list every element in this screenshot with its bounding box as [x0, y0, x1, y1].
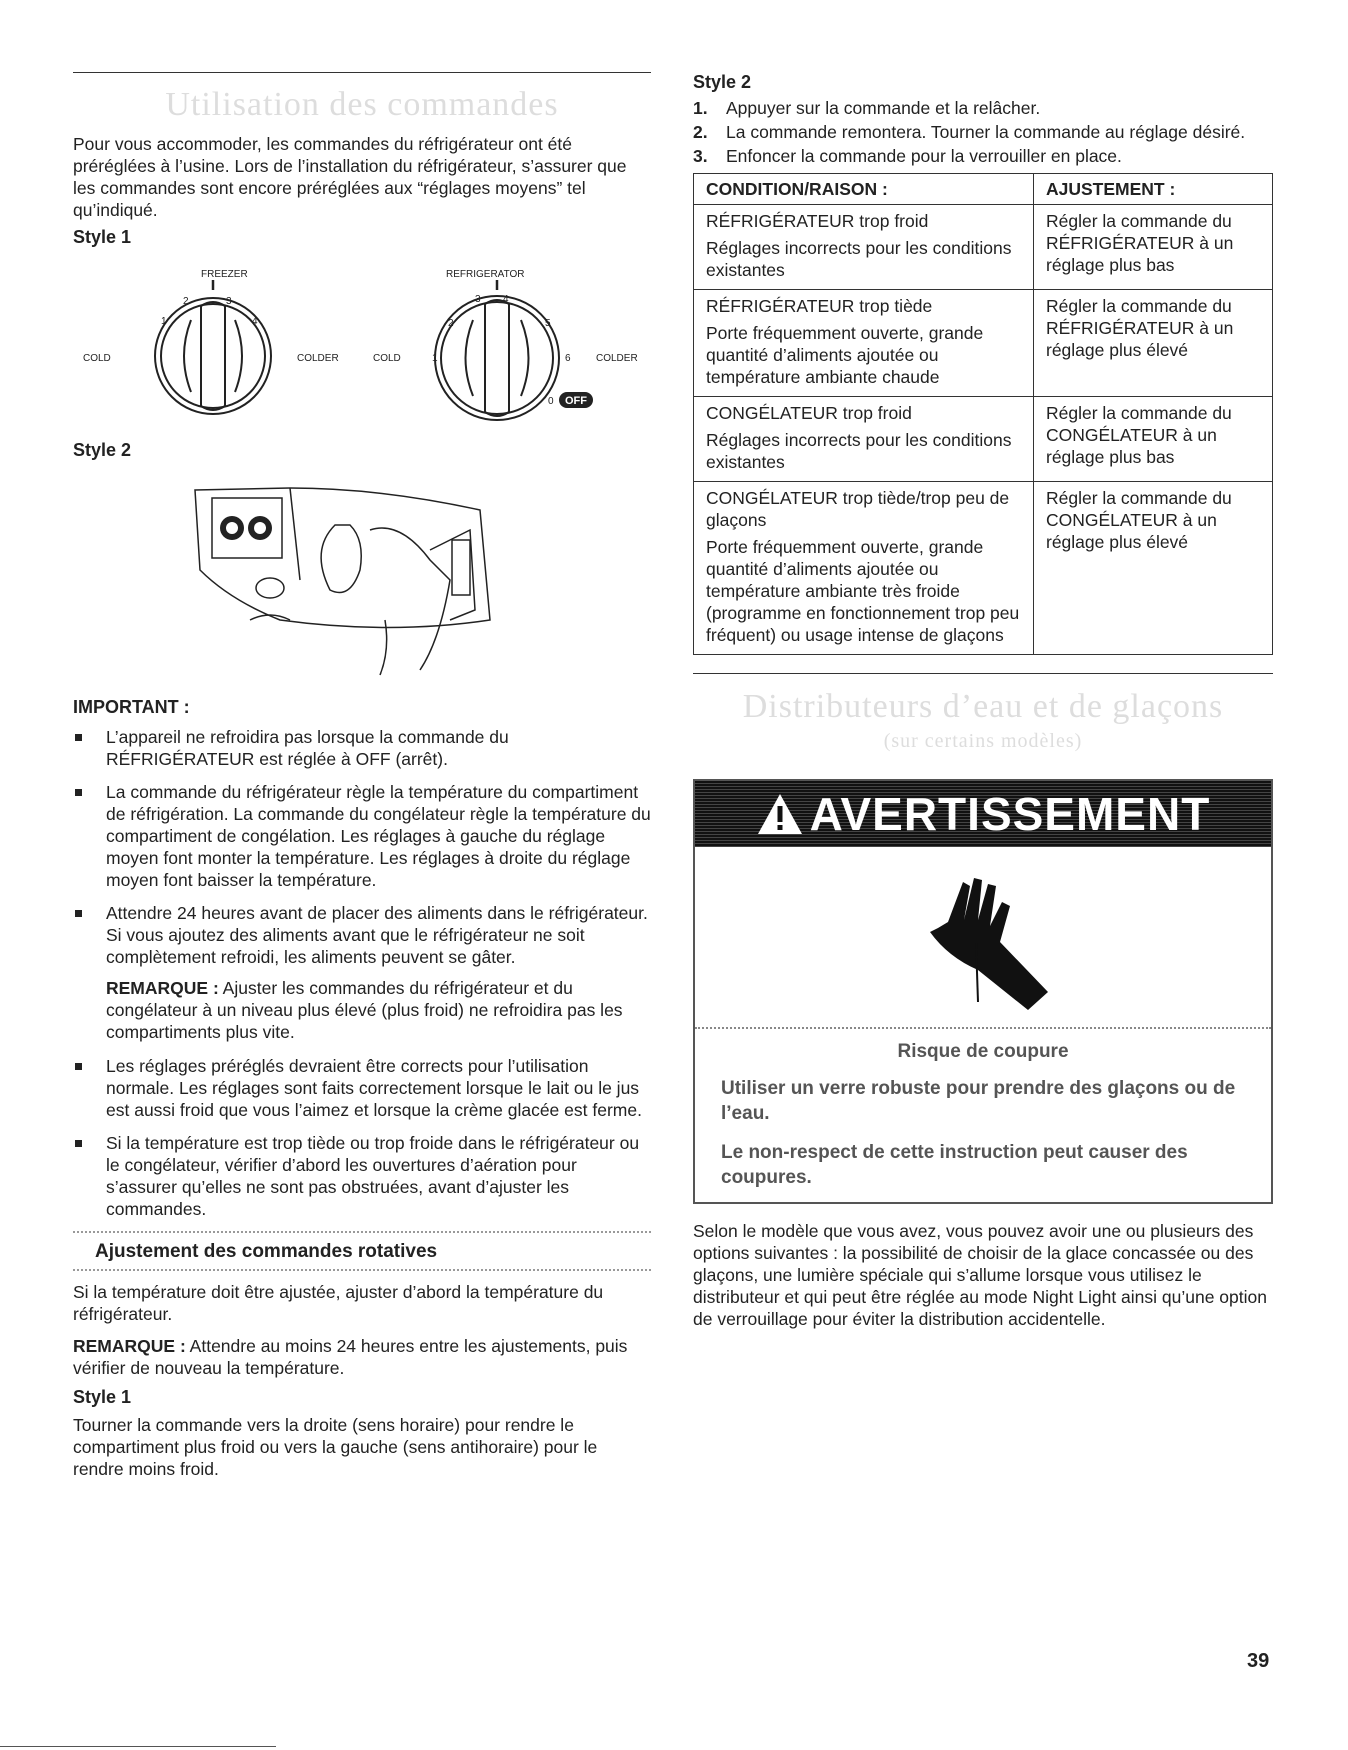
table-row: CONGÉLATEUR trop tiède/trop peu de glaçons Porte fréquemment ouverte, grande quantité d’aliments ajoutée ou température ambiante très froide (programme en fonctionnement trop peu fréquent) ou usage intense de glaçons Régler la commande du CONGÉLATEUR à un réglage plus élevé: [694, 482, 1273, 655]
bullet-item: L’appareil ne refroidira pas lorsque la commande du RÉFRIGÉRATEUR est réglée à OFF (arrêt).: [73, 726, 651, 770]
bullet-item: Attendre 24 heures avant de placer des aliments dans le réfrigérateur. Si vous ajoutez des aliments avant que le réfrigérateur ne soit complètement refroidi, les aliments peuvent se gâter.: [73, 902, 651, 968]
style1-dials-diagram: [73, 262, 653, 422]
steps-list: [693, 97, 1273, 167]
adjust-paragraph: Si la température doit être ajustée, ajuster d’abord la température du réfrigérateur.: [73, 1282, 604, 1324]
refrigerator-label: REFRIGERATOR: [446, 269, 525, 280]
dial-tick-r3: 3: [475, 294, 481, 305]
dial-tick-r1: 1: [432, 353, 438, 364]
bottom-rule-left: [0, 1746, 276, 1747]
dial-tick-4: 4: [252, 316, 258, 327]
table-row: RÉFRIGÉRATEUR trop froid Réglages incorrects pour les conditions existantes Régler la commande du RÉFRIGÉRATEUR à un réglage plus bas: [694, 205, 1273, 290]
style2-heading: Style 2: [73, 440, 132, 460]
important-label: IMPORTANT :: [73, 697, 190, 717]
page-number: 39: [1247, 1650, 1270, 1672]
colder-right-label: COLDER: [596, 353, 638, 364]
step-item: 3. Enfoncer la commande pour la verrouiller en place.: [693, 146, 1122, 166]
warning-header: [695, 781, 1271, 847]
table-row: CONGÉLATEUR trop froid Réglages incorrects pour les conditions existantes Régler la commande du CONGÉLATEUR à un réglage plus bas: [694, 397, 1273, 482]
knob-pair-icon: [220, 516, 272, 540]
table-row: RÉFRIGÉRATEUR trop tiède Porte fréquemment ouverte, grande quantité d’aliments ajoutée ou température ambiante chaude Régler la commande du RÉFRIGÉRATEUR à un réglage plus élevé: [694, 290, 1273, 397]
table-header: AJUSTEMENT :: [1034, 174, 1273, 205]
warning-triangle-icon: [756, 792, 804, 836]
warning-line1: Utiliser un verre robuste pour prendre des glaçons ou de l’eau.: [721, 1078, 1236, 1124]
bullet-item: Les réglages préréglés devraient être corrects pour l’utilisation normale. Les réglages sont faits correctement lorsque le lait ou le jus est aussi froid que vous l’aimez et lorsque la crème glacée est ferme.: [73, 1055, 651, 1121]
section-title-controls: Utilisation des commandes: [165, 86, 559, 123]
intro-paragraph: Pour vous accommoder, les commandes du réfrigérateur ont été préréglées à l’usine. Lors de l’installation du réfrigérateur, s’assurer que les commandes sont encore préréglées aux “réglages moyens” tel qu’indiqué.: [73, 134, 627, 220]
warning-box: [693, 779, 1273, 1204]
dial-tick-2: 2: [183, 296, 189, 307]
remark2-paragraph: REMARQUE : Attendre au moins 24 heures entre les ajustements, puis vérifier de nouveau la température.: [73, 1336, 628, 1378]
important-bullets-2: [73, 1055, 651, 1220]
cold-right-label: COLD: [373, 353, 401, 364]
dial-zero-label: 0: [548, 396, 554, 407]
cut-hand-icon: [908, 862, 1058, 1012]
freezer-dial-icon: [155, 280, 271, 414]
svg-text:OFF: OFF: [565, 395, 587, 407]
vent-icon: [256, 578, 284, 598]
top-rule-left: [73, 72, 651, 73]
dial-tick-1: 1: [161, 316, 167, 327]
remark-note: REMARQUE : Ajuster les commandes du réfrigérateur et du congélateur à un niveau plus élevé (plus froid) ne refroidira pas les compartiments plus vite.: [106, 978, 623, 1042]
section-subtitle-dispensers: (sur certains modèles): [883, 730, 1083, 752]
warning-pictogram: [695, 847, 1271, 1029]
style1b-heading: Style 1: [73, 1387, 132, 1407]
freezer-label: FREEZER: [201, 269, 248, 280]
off-badge-icon: [559, 392, 593, 408]
bullet-item: La commande du réfrigérateur règle la température du compartiment de réfrigération. La commande du congélateur règle la température du compartiment de congélation. Les réglages à gauche du réglage moyen font monter la température. Les réglages à droite du réglage moyen font baisser la température.: [73, 781, 651, 891]
table-header: CONDITION/RAISON :: [694, 174, 1034, 205]
dotted-divider-bottom: [73, 1269, 651, 1271]
subheading-rotary: Ajustement des commandes rotatives: [95, 1241, 438, 1262]
colder-left-label: COLDER: [297, 353, 339, 364]
warning-risk: Risque de coupure: [897, 1041, 1069, 1062]
style2-control-illustration: [190, 470, 530, 690]
warning-title: AVERTISSEMENT: [809, 788, 1211, 840]
style1b-paragraph: Tourner la commande vers la droite (sens horaire) pour rendre le compartiment plus froid ou vers la gauche (sens antihoraire) pour le rendre moins froid.: [73, 1415, 598, 1479]
warning-line2: Le non-respect de cette instruction peut causer des coupures.: [721, 1142, 1188, 1188]
step-item: 2. La commande remontera. Tourner la commande au réglage désiré.: [693, 122, 1246, 142]
style2-right-heading: Style 2: [693, 72, 752, 92]
section-rule-right: [693, 673, 1273, 674]
cold-left-label: COLD: [83, 353, 111, 364]
important-bullets: [73, 726, 651, 968]
dial-tick-r6: 6: [565, 353, 571, 364]
refrigerator-dial-icon: [435, 280, 559, 420]
section-title-dispensers: Distributeurs d’eau et de glaçons: [742, 688, 1224, 725]
dial-tick-r4: 4: [503, 294, 509, 305]
dispenser-paragraph: Selon le modèle que vous avez, vous pouvez avoir une ou plusieurs des options suivantes : la possibilité de choisir de la glace concassée ou des glaçons, une lumière spéciale qui s’allume lorsque vous utilisez le distributeur et qui peut être réglée au mode Night Light ainsi qu’une option de verrouillage pour éviter la distribution accidentelle.: [693, 1221, 1267, 1329]
style1-heading: Style 1: [73, 227, 132, 247]
dial-tick-r2: 2: [448, 318, 454, 329]
adjustment-table: [693, 173, 1273, 655]
dial-tick-3: 3: [226, 296, 232, 307]
bullet-item: Si la température est trop tiède ou trop froide dans le réfrigérateur ou le congélateur, vérifier d’abord les ouvertures d’aération pour s’assurer qu’elles ne sont pas obstruées, avant d’ajuster les commandes.: [73, 1132, 651, 1220]
dial-tick-r5: 5: [545, 318, 551, 329]
step-item: 1. Appuyer sur la commande et la relâcher.: [693, 98, 1041, 118]
